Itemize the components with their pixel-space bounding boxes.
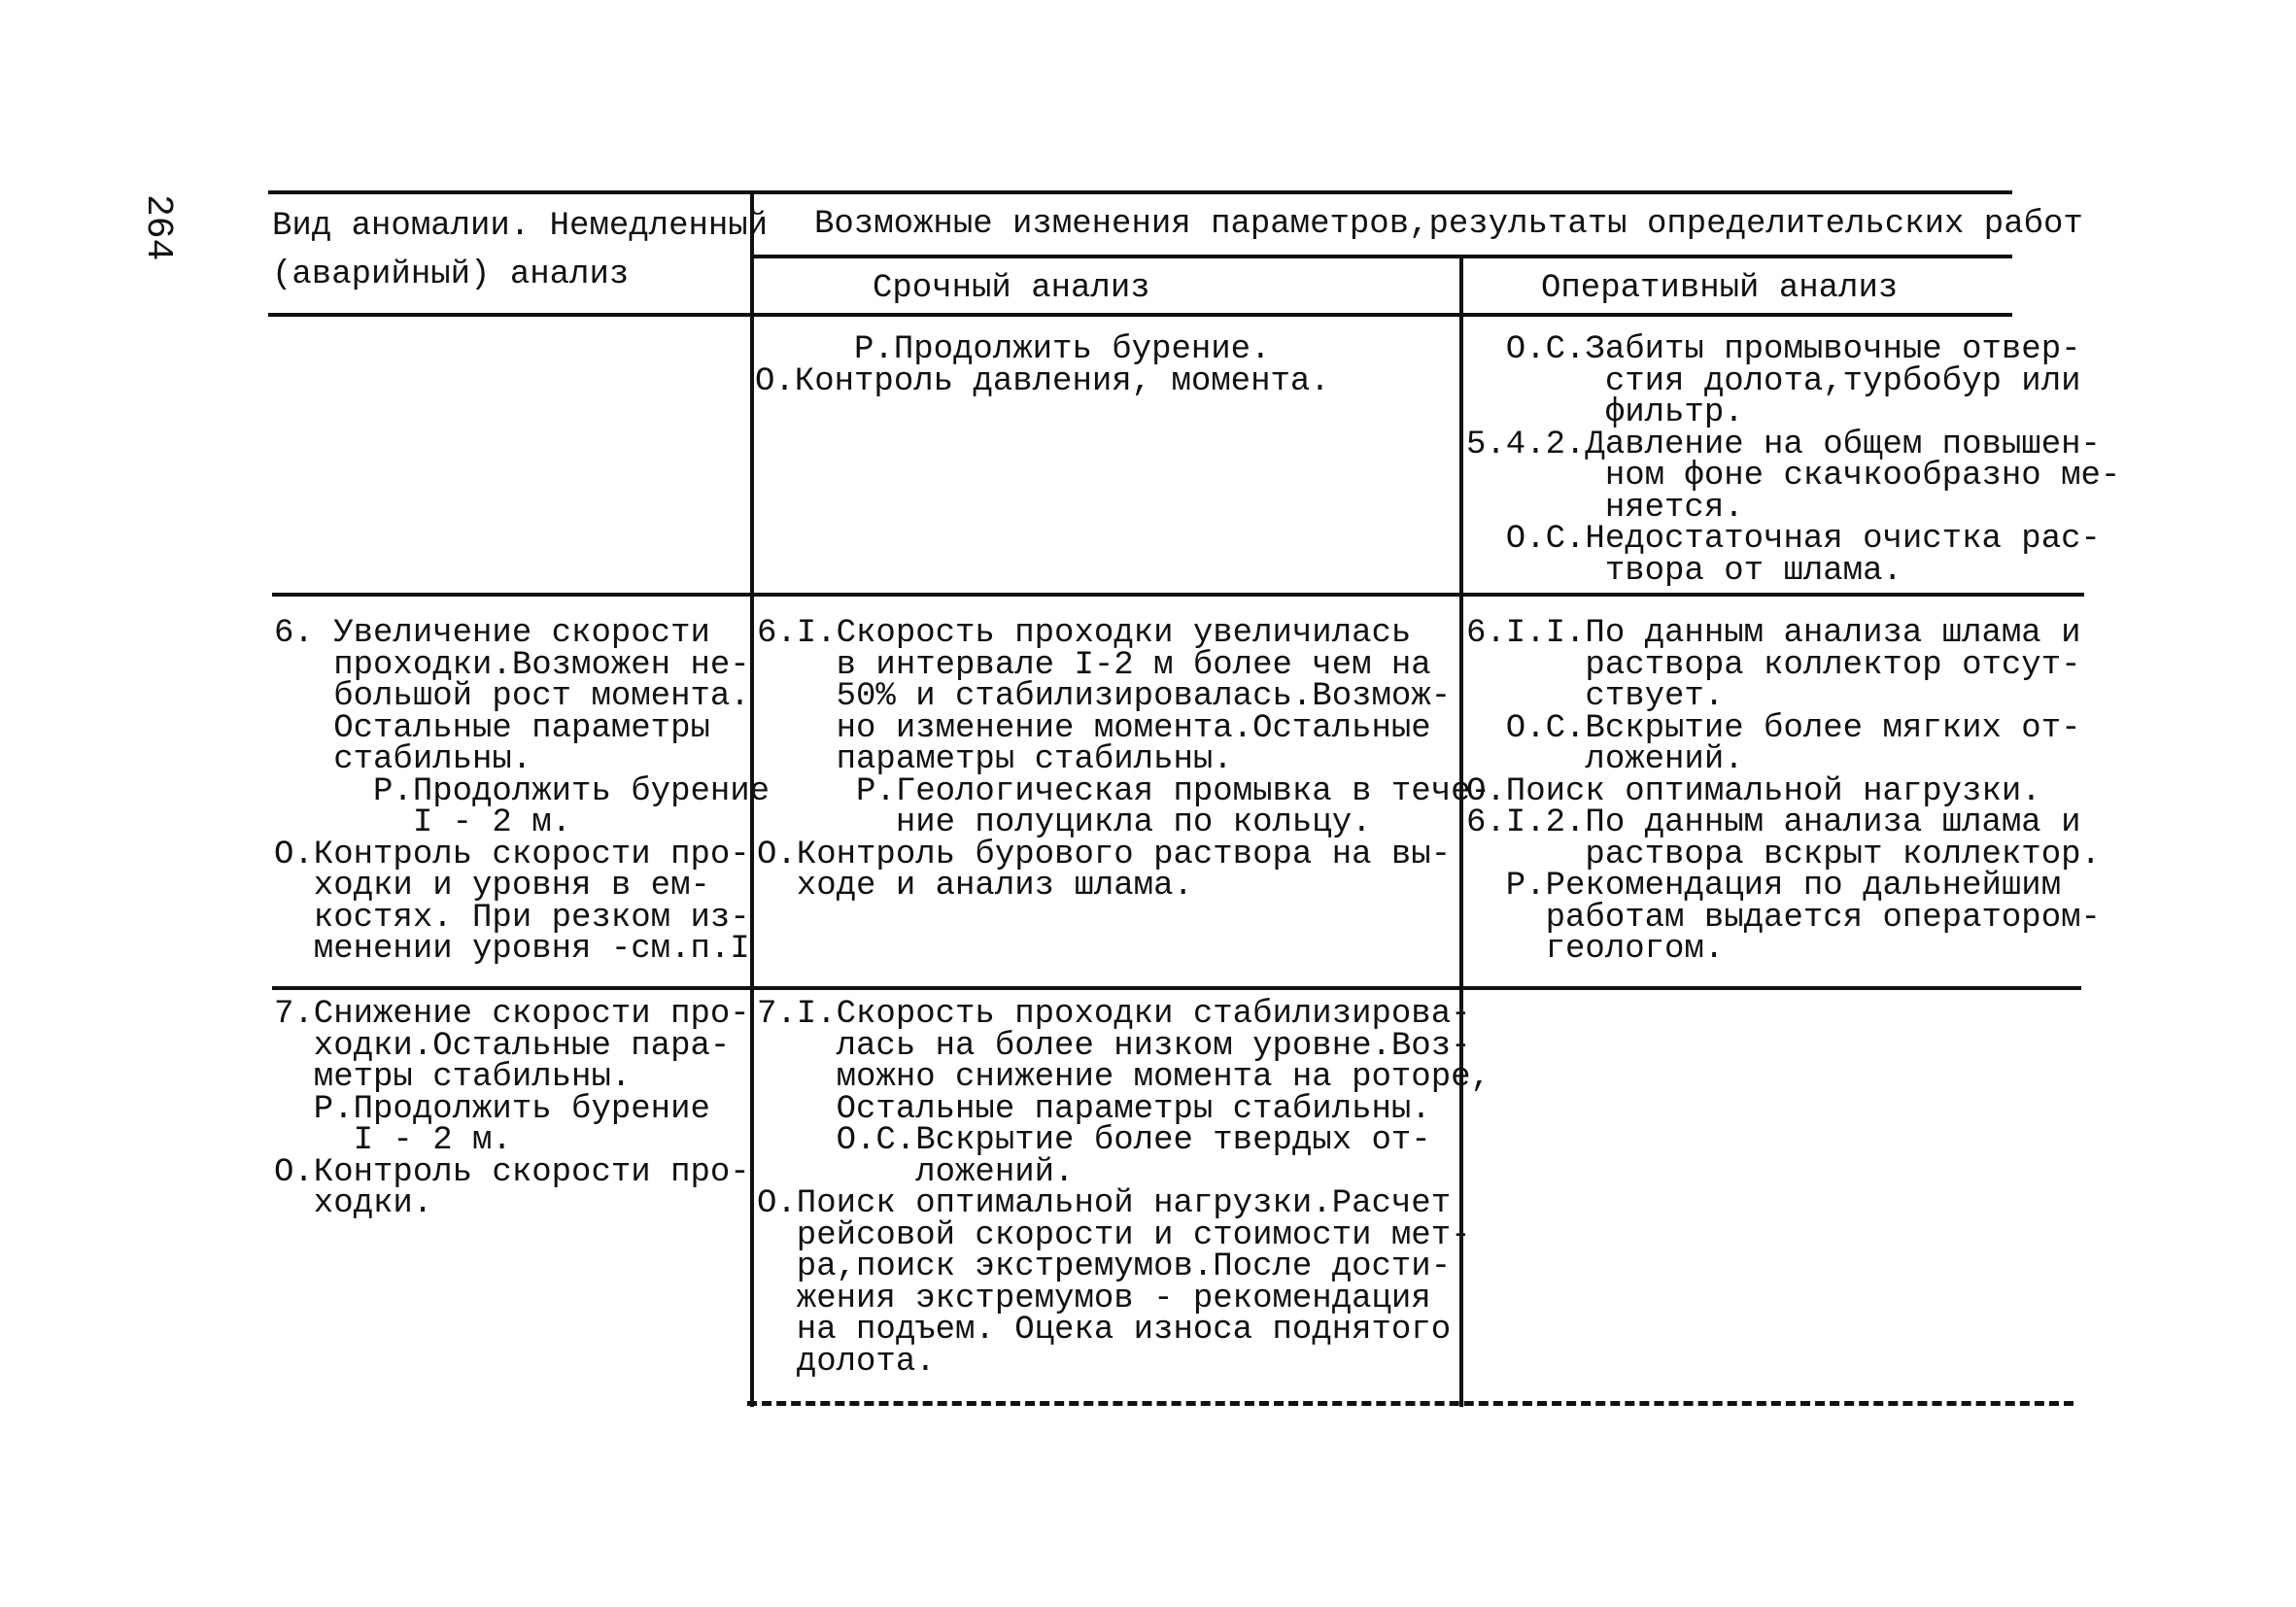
cell-text-line: ходе и анализ шлама.	[757, 868, 1193, 905]
cell-text-line: Р.Геологическая промывка в тече-	[757, 772, 1491, 810]
cell-text-line: раствора коллектор отсут-	[1466, 646, 2081, 684]
table-top-rule	[268, 190, 2012, 194]
row3-col2-cell	[757, 996, 1491, 1381]
header-operative-analysis: Оперативный анализ	[1541, 270, 1899, 307]
cell-text-line: 7.Снижение скорости про-	[274, 996, 750, 1033]
cell-text-line: ложений.	[757, 1153, 1075, 1191]
cell-text-line: ходки и уровня в ем-	[274, 868, 710, 905]
cell-text-line: геологом.	[1466, 931, 1725, 968]
cell-text-line: 5.4.2.Давление на общем повышен-	[1466, 426, 2101, 463]
cell-text-line: метры стабильны.	[274, 1059, 632, 1096]
cell-text-line: Остальные параметры	[274, 709, 710, 747]
cell-text-line: няется.	[1466, 489, 1744, 527]
cell-text-line: Остальные параметры стабильны.	[757, 1090, 1431, 1128]
cell-text-line: 6.I.Скорость проходки увеличилась	[757, 615, 1412, 652]
cell-text-line: костях. При резком из-	[274, 899, 750, 937]
cell-text-line: ходки.	[274, 1185, 433, 1222]
cell-text-line: но изменение момента.Остальные	[757, 709, 1431, 747]
cell-text-line: фильтр.	[1466, 394, 1744, 431]
cell-text-line: параметры стабильны.	[757, 741, 1233, 778]
cell-text-line: 50% и стабилизировалась.Возмож-	[757, 678, 1452, 715]
cell-text-line: О.С.Недостаточная очистка рас-	[1466, 521, 2101, 558]
cell-text-line: жения экстремумов - рекомендация	[757, 1280, 1431, 1317]
cell-text-line: 6.I.2.По данным анализа шлама и	[1466, 804, 2081, 841]
cell-text-line: О.Поиск оптимальной нагрузки.Расчет	[757, 1185, 1452, 1222]
cell-text-line: долота.	[757, 1343, 936, 1381]
row1-col3-cell	[1466, 331, 2121, 590]
cell-text-line: О.Контроль бурового раствора на вы-	[757, 836, 1452, 873]
cell-text-line: О.Контроль скорости про-	[274, 836, 750, 873]
header-anomaly-type: Вид аномалии. Немедленный	[272, 208, 769, 245]
header-bottom-rule	[268, 313, 2012, 317]
cell-text-line: Р.Рекомендация по дальнейшим	[1466, 868, 2062, 905]
page-number: 264	[137, 194, 179, 261]
cell-text-line: ходки.Остальные пара-	[274, 1027, 731, 1065]
cell-text-line: твора от шлама.	[1466, 552, 1902, 590]
cell-text-line: проходки.Возможен не-	[274, 646, 750, 684]
cell-text-line: О.С.Вскрытие более мягких от-	[1466, 709, 2081, 747]
cell-text-line: ствует.	[1466, 678, 1725, 715]
cell-text-line: работам выдается оператором-	[1466, 899, 2101, 937]
cell-text-line: Р.Продолжить бурение	[274, 772, 771, 810]
header-emergency-analysis: (аварийный) анализ	[272, 256, 630, 293]
cell-text-line: 7.I.Скорость проходки стабилизирова-	[757, 996, 1471, 1033]
cell-text-line: стабильны.	[274, 741, 532, 778]
cell-text-line: менении уровня -см.п.I	[274, 931, 750, 968]
cell-text-line: I - 2 м.	[274, 1122, 512, 1159]
cell-text-line: ном фоне скачкообразно ме-	[1466, 458, 2121, 495]
cell-text-line: раствора вскрыт коллектор.	[1466, 836, 2101, 873]
group-header-rule	[753, 255, 2012, 258]
row1-bottom-rule	[272, 593, 2084, 597]
cell-text-line: в интервале I-2 м более чем на	[757, 646, 1431, 684]
row2-col1-cell	[274, 615, 771, 968]
cell-text-line: ложений.	[1466, 741, 1744, 778]
cell-text-line: ра,поиск экстремумов.После дости-	[757, 1248, 1452, 1285]
row2-col2-cell	[757, 615, 1491, 905]
cell-text-line: можно снижение момента на роторе,	[757, 1059, 1491, 1096]
header-urgent-analysis: Срочный анализ	[873, 270, 1150, 307]
cell-text-line: О.Контроль скорости про-	[274, 1153, 750, 1191]
cell-text-line: О.С.Вскрытие более твердых от-	[757, 1122, 1431, 1159]
row1-col2-cell	[755, 331, 1330, 400]
row2-col3-cell	[1466, 615, 2101, 968]
row2-bottom-rule	[272, 986, 2081, 990]
cell-text-line: стия долота,турбобур или	[1466, 362, 2081, 400]
cell-text-line: на подъем. Оцека износа поднятого	[757, 1312, 1452, 1349]
table-bottom-dashed-rule	[747, 1401, 2073, 1406]
cell-text-line: 6. Увеличение скорости	[274, 615, 710, 652]
cell-text-line: О.Поиск оптимальной нагрузки.	[1466, 772, 2041, 810]
cell-text-line: О.С.Забиты промывочные отвер-	[1466, 331, 2081, 368]
cell-text-line: Р.Продолжить бурение	[274, 1090, 710, 1128]
header-group-title: Возможные изменения параметров,результаты определительских работ	[814, 206, 2083, 243]
row3-col1-cell	[274, 996, 750, 1222]
cell-text-line: большой рост момента.	[274, 678, 750, 715]
cell-text-line: рейсовой скорости и стоимости мет-	[757, 1216, 1471, 1254]
cell-text-line: О.Контроль давления, момента.	[755, 362, 1330, 400]
cell-text-line: ние полуцикла по кольцу.	[757, 804, 1372, 841]
cell-text-line: Р.Продолжить бурение.	[755, 331, 1271, 368]
cell-text-line: лась на более низком уровне.Воз-	[757, 1027, 1471, 1065]
cell-text-line: 6.I.I.По данным анализа шлама и	[1466, 615, 2081, 652]
cell-text-line: I - 2 м.	[274, 804, 572, 841]
